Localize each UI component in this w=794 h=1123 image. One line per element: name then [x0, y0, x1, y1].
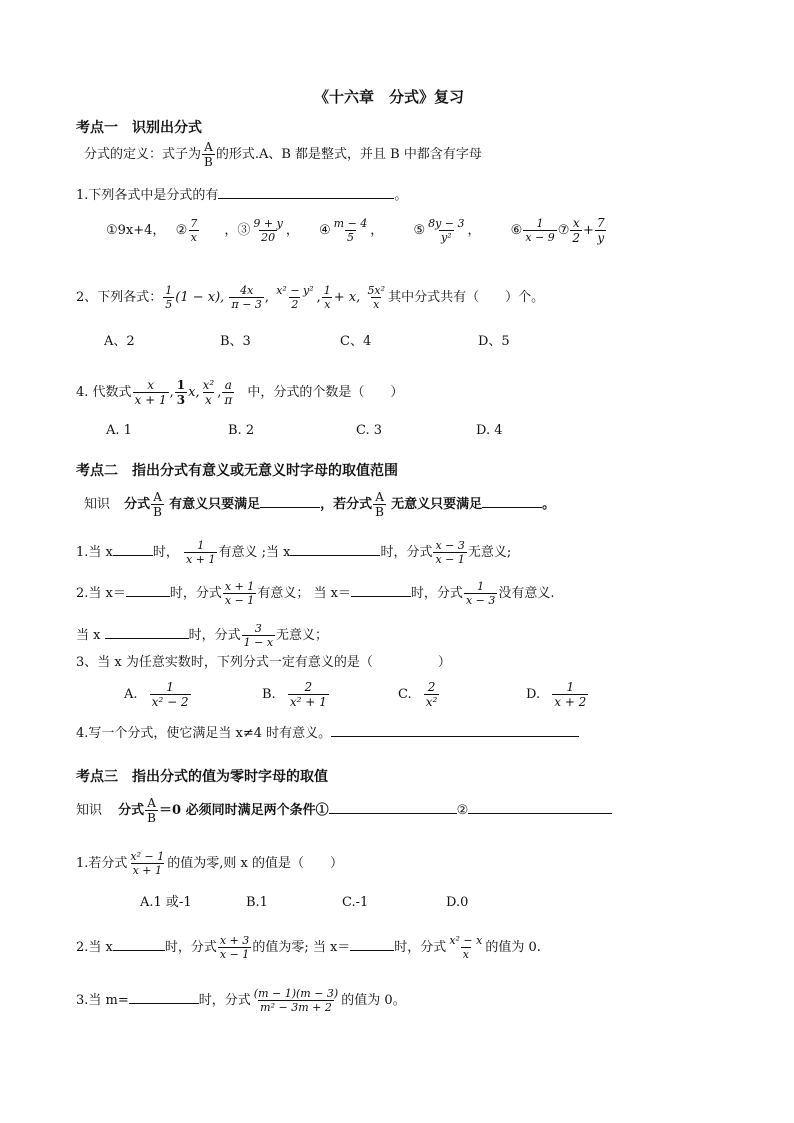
section-2-heading: 考点二 指出分式有意义或无意义时字母的取值范围: [76, 463, 398, 479]
fraction: $\frac{1}{5}$: [165, 284, 173, 311]
answer-blank[interactable]: [113, 936, 165, 951]
definition-text: 分式的定义：式子为: [84, 147, 202, 162]
fraction: $\frac{7}{x}$: [190, 217, 198, 244]
option-d[interactable]: D. $\frac{1}{x + 2}$: [526, 680, 587, 709]
s3-q2: 2.当 x 时，分式 $\frac{x + 3}{x - 1}$ 的值为零; 当 x＝ 时，分式 $\frac{\text{x² − x}}{x}$ 的值为 0.: [76, 934, 541, 961]
answer-blank[interactable]: [351, 582, 411, 597]
answer-blank[interactable]: [126, 582, 170, 597]
option-b[interactable]: B. $\frac{2}{\text{x² + 1}}$: [262, 680, 327, 709]
page-title: 《十六章 分式》复习: [314, 88, 465, 106]
s1-q1: 1.下列各式中是分式的有 。: [76, 184, 407, 205]
fraction: $\frac{8y - 3}{\text{y²}}$: [428, 217, 465, 244]
s2-q1: 1.当 x 时， $\frac{1}{x + 1}$ 有意义 ;当 x 时，分式 $\frac{x - 3}{x - 1}$ 无意义;: [76, 539, 512, 566]
fraction-a-over-b: $\frac{A}{B}$: [204, 140, 213, 169]
option-a[interactable]: A. 1: [106, 423, 132, 438]
s2-knowledge: 知识 分式 $\frac{A}{B}$ 有意义只要满足 ，若分式 $\frac{A}{B}$ 无意义只要满足 。: [84, 490, 556, 519]
fraction: $\frac{(m - 1)(m - 3)}{\text{m² − 3m + 2}}$: [253, 987, 339, 1014]
fraction: $\frac{\text{x² − 1}}{x + 1}$: [130, 850, 165, 877]
answer-blank[interactable]: [350, 936, 394, 951]
option-a[interactable]: A.1 或-1: [140, 895, 192, 910]
option-a[interactable]: A、2: [104, 334, 135, 349]
fraction: $\frac{a}{\pi}$: [224, 378, 233, 407]
s2-q2: 2.当 x＝ 时，分式 $\frac{x + 1}{x - 1}$ 有意义； 当 x＝ 时，分式 $\frac{1}{x - 3}$ 没有意义.: [76, 580, 555, 607]
s3-q1: 1.若分式 $\frac{\text{x² − 1}}{x + 1}$ 的值为零,则 x 的值是（ ）: [76, 850, 343, 877]
fraction: $\frac{m - 4}{5}$: [333, 217, 368, 244]
option-b[interactable]: B.1: [246, 895, 268, 910]
s2-q4: 4.写一个分式，使它满足当 x≠4 时有意义。: [76, 722, 579, 743]
option-d[interactable]: D、5: [478, 334, 510, 349]
definition-text-2: 的形式.A、B 都是整式，并且 B 中都含有字母: [215, 147, 482, 162]
option-c[interactable]: C、4: [340, 334, 372, 349]
fraction: $\frac{x - 3}{x - 1}$: [435, 539, 465, 566]
s2-q2b: 当 x 时，分式 $\frac{3}{1 - x}$ 无意义；: [76, 622, 329, 649]
answer-blank[interactable]: [260, 493, 320, 508]
answer-blank[interactable]: [218, 184, 394, 199]
fraction: $\frac{1}{x + 2}$: [554, 680, 587, 709]
section-1-heading: 考点一 识别出分式: [76, 120, 202, 136]
s3-q3: 3.当 m= 时，分式 $\frac{(m - 1)(m - 3)}{\text{m² − 3m + 2}}$ 的值为 0。: [76, 987, 406, 1014]
fraction: $\frac{\text{x²}}{x}$: [202, 378, 215, 407]
answer-blank[interactable]: [331, 722, 579, 737]
fraction: $\frac{9 + y}{20}$: [253, 217, 283, 244]
fraction: $\frac{x + 1}{x - 1}$: [224, 580, 255, 607]
fraction: $\frac{x + 3}{x - 1}$: [219, 934, 250, 961]
fraction-definition: [84, 140, 482, 169]
s1-q2: 2、下列各式： $\frac{1}{5}$ (1 − x), $\frac{4x}{\pi - 3}$ , $\frac{\text{x² − y²}}{2}$ , $\frac{1}{x}$ + x, $\frac{\text{5x²}}{x}$ 其中分式共有（ ）个。: [76, 284, 545, 311]
option-c[interactable]: C. 3: [356, 423, 383, 438]
section-3-heading: 考点三 指出分式的值为零时字母的取值: [76, 769, 328, 785]
option-d[interactable]: D.0: [446, 895, 469, 910]
s1-q1-items: ①9x+4， ② $\frac{7}{x}$ ，③ $\frac{9 + y}{20}$ ， ④ $\frac{m - 4}{5}$ ， ⑤ $\frac{8y - 3}{\text{y²}}$ ， ⑥ $\frac{1}{x - 9}$ ⑦ $\frac{x}{2}$ + $\frac{7}{y}$: [106, 216, 605, 245]
option-c[interactable]: C.-1: [342, 895, 369, 910]
fraction-a-over-b: $\frac{A}{B}$: [153, 490, 162, 519]
fraction: $\frac{7}{y}$: [596, 216, 605, 245]
answer-blank[interactable]: [468, 799, 612, 814]
option-d[interactable]: D. 4: [476, 423, 503, 438]
fraction: $\frac{x}{2}$: [572, 216, 581, 245]
fraction: $\frac{1}{x - 3}$: [465, 580, 496, 607]
answer-blank[interactable]: [290, 541, 380, 556]
s1-q4: 4. 代数式 $\frac{x}{x + 1}$ , $\frac{1}{3}$ x, $\frac{\text{x²}}{x}$ , $\frac{a}{\pi}$ 中，分式的个数是（ ）: [76, 378, 404, 407]
fraction-a-over-b: $\frac{A}{B}$: [375, 490, 384, 519]
fraction-a-over-b: $\frac{A}{B}$: [147, 796, 156, 825]
s2-q3: 3、当 x 为任意实数时，下列分式一定有意义的是（ ）: [76, 655, 451, 670]
fraction: $\frac{1}{\text{x² − 2}}$: [151, 680, 189, 709]
fraction: $\frac{1}{x + 1}$: [186, 539, 216, 566]
option-c[interactable]: C. $\frac{2}{\text{x²}}$: [398, 680, 438, 709]
fraction: $\frac{1}{x}$: [323, 284, 331, 311]
s3-knowledge: 知识 分式 $\frac{A}{B}$ ＝0 必须同时满足两个条件① ②: [76, 796, 612, 825]
fraction: $\frac{1}{x - 9}$: [525, 217, 555, 244]
fraction: $\frac{4x}{\pi - 3}$: [231, 284, 262, 311]
answer-blank[interactable]: [329, 799, 457, 814]
fraction: $\frac{x}{x + 1}$: [134, 378, 167, 407]
fraction: $\frac{\text{5x²}}{x}$: [367, 284, 386, 311]
answer-blank[interactable]: [113, 541, 153, 556]
option-b[interactable]: B、3: [220, 334, 251, 349]
fraction: $\frac{3}{1 - x}$: [243, 622, 274, 649]
option-b[interactable]: B. 2: [228, 423, 255, 438]
option-a[interactable]: A. $\frac{1}{\text{x² − 2}}$: [124, 680, 189, 709]
fraction: $\frac{\text{x² − y²}}{2}$: [276, 284, 314, 311]
answer-blank[interactable]: [129, 989, 199, 1004]
fraction: $\frac{2}{\text{x² + 1}}$: [289, 680, 327, 709]
answer-blank[interactable]: [105, 624, 189, 639]
fraction: $\frac{2}{\text{x²}}$: [425, 680, 438, 709]
fraction: $\frac{\text{x² − x}}{x}$: [449, 934, 483, 961]
answer-blank[interactable]: [482, 493, 542, 508]
fraction: $\frac{1}{3}$: [176, 378, 186, 407]
